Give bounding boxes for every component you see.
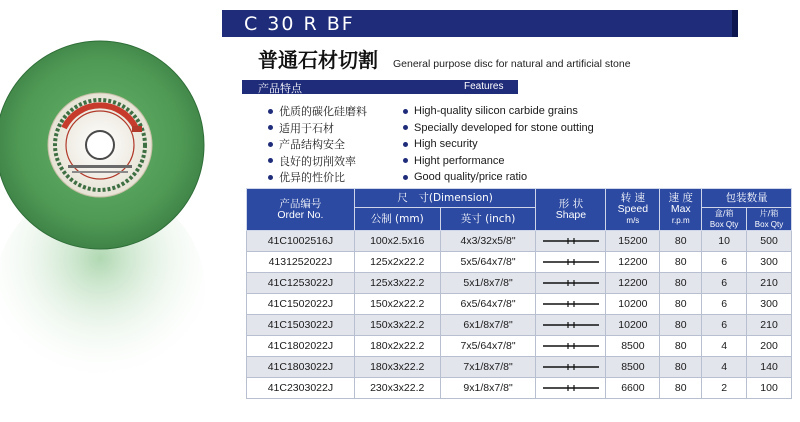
header-speed-unit: m/s <box>626 216 640 225</box>
bullet-icon <box>268 109 273 114</box>
feature-item <box>268 120 367 137</box>
feature-zh: 优质的碳化硅磨料 <box>279 105 367 119</box>
cell-shape <box>536 378 606 399</box>
table-row <box>247 252 792 273</box>
disc-profile-icon <box>541 383 601 393</box>
cell-order: 41C1253022J <box>247 273 355 294</box>
product-name-zh: 普通石材切割 <box>258 48 378 72</box>
disc-profile-icon <box>541 341 601 351</box>
header-inch-label: 英寸 (inch) <box>460 212 516 225</box>
feature-item <box>403 153 594 170</box>
bullet-icon <box>403 175 408 180</box>
title-bar <box>222 10 738 37</box>
disc-profile-icon <box>541 320 601 330</box>
cell-metric: 150x3x22.2 <box>354 315 440 336</box>
feature-item <box>403 103 594 120</box>
cell-metric: 150x2x22.2 <box>354 294 440 315</box>
header-order-en: Order No. <box>277 208 324 221</box>
cell-box: 6 <box>702 273 747 294</box>
table-row <box>247 357 792 378</box>
cell-inch: 6x1/8x7/8" <box>440 315 536 336</box>
cell-metric: 100x2.5x16 <box>354 231 440 252</box>
bullet-icon <box>268 142 273 147</box>
header-shape-zh: 形 状 <box>558 197 584 210</box>
header-pieces-en: Box Qty <box>754 220 784 229</box>
cell-inch: 9x1/8x7/8" <box>440 378 536 399</box>
feature-item <box>268 169 367 186</box>
cell-order: 41C1502022J <box>247 294 355 315</box>
spec-table <box>246 188 792 399</box>
cell-box: 2 <box>702 378 747 399</box>
cell-metric: 230x3x22.2 <box>354 378 440 399</box>
disc-product-image <box>0 0 220 417</box>
bullet-icon <box>268 125 273 130</box>
header-speed <box>606 189 660 231</box>
table-row <box>247 336 792 357</box>
cell-shape <box>536 315 606 336</box>
product-code-title: C 30 R BF <box>244 13 355 35</box>
cell-pieces: 210 <box>747 273 792 294</box>
cell-box: 4 <box>702 357 747 378</box>
cell-inch: 7x5/64x7/8" <box>440 336 536 357</box>
header-shape-en: Shape <box>555 208 587 221</box>
cell-pieces: 140 <box>747 357 792 378</box>
feature-item <box>403 169 594 186</box>
cell-inch: 7x1/8x7/8" <box>440 357 536 378</box>
table-row <box>247 273 792 294</box>
cell-speed: 8500 <box>606 336 660 357</box>
feature-en: Hight performance <box>414 154 505 167</box>
cell-speed: 8500 <box>606 357 660 378</box>
disc-profile-icon <box>541 278 601 288</box>
cell-order: 41C2303022J <box>247 378 355 399</box>
header-dimension-label: 尺 寸(Dimension) <box>397 191 493 204</box>
cell-speed: 15200 <box>606 231 660 252</box>
cell-inch: 4x3/32x5/8" <box>440 231 536 252</box>
feature-item <box>268 103 367 120</box>
cell-max: 80 <box>660 273 702 294</box>
cell-box: 4 <box>702 336 747 357</box>
cell-order: 4131252022J <box>247 252 355 273</box>
cell-shape <box>536 273 606 294</box>
disc-profile-icon <box>541 299 601 309</box>
cell-max: 80 <box>660 378 702 399</box>
features-list-zh <box>268 103 367 186</box>
features-list-en <box>403 103 594 186</box>
header-metric <box>354 208 440 231</box>
cell-shape <box>536 252 606 273</box>
cell-order: 41C1002516J <box>247 231 355 252</box>
header-pack <box>702 189 792 208</box>
cell-shape <box>536 294 606 315</box>
feature-zh: 优异的性价比 <box>279 171 345 185</box>
feature-en: High-quality silicon carbide grains <box>414 105 578 118</box>
table-row <box>247 231 792 252</box>
header-maxrpm <box>660 189 702 231</box>
cell-order: 41C1802022J <box>247 336 355 357</box>
header-speed-en: Speed <box>617 203 649 215</box>
cell-speed: 10200 <box>606 294 660 315</box>
feature-en: High security <box>414 138 478 151</box>
feature-zh: 良好的切削效率 <box>279 154 356 168</box>
cell-pieces: 200 <box>747 336 792 357</box>
table-row <box>247 378 792 399</box>
cell-speed: 10200 <box>606 315 660 336</box>
cell-metric: 125x3x22.2 <box>354 273 440 294</box>
header-pieces-zh: 片/箱 <box>759 209 779 218</box>
header-box-en: Box Qty <box>709 220 739 229</box>
features-label-zh: 产品特点 <box>258 82 302 95</box>
header-shape <box>536 189 606 231</box>
cell-max: 80 <box>660 357 702 378</box>
feature-en: Specially developed for stone outting <box>414 121 594 134</box>
cell-metric: 180x3x22.2 <box>354 357 440 378</box>
bullet-icon <box>268 158 273 163</box>
feature-item <box>403 120 594 137</box>
bullet-icon <box>403 125 408 130</box>
features-bar <box>242 80 518 94</box>
cell-inch: 5x1/8x7/8" <box>440 273 536 294</box>
product-name-en: General purpose disc for natural and artificial stone <box>393 58 631 70</box>
table-row <box>247 315 792 336</box>
header-pack-zh: 包装数量 <box>725 191 768 204</box>
header-dimension <box>354 189 536 208</box>
cell-metric: 125x2x22.2 <box>354 252 440 273</box>
cell-shape <box>536 336 606 357</box>
header-metric-label: 公制 (mm) <box>370 212 424 225</box>
table-row <box>247 294 792 315</box>
spec-table-body <box>247 231 792 399</box>
cell-order: 41C1503022J <box>247 315 355 336</box>
header-order <box>247 189 355 231</box>
bullet-icon <box>403 158 408 163</box>
cell-pieces: 300 <box>747 294 792 315</box>
cell-inch: 6x5/64x7/8" <box>440 294 536 315</box>
cell-inch: 5x5/64x7/8" <box>440 252 536 273</box>
cell-speed: 12200 <box>606 273 660 294</box>
bullet-icon <box>403 142 408 147</box>
disc-profile-icon <box>541 257 601 267</box>
header-maxrpm-zh: 速 度 <box>668 192 693 204</box>
header-inch <box>440 208 536 231</box>
cell-pieces: 300 <box>747 252 792 273</box>
cell-shape <box>536 231 606 252</box>
cell-box: 6 <box>702 252 747 273</box>
features-label-en: Features <box>464 81 504 92</box>
title-bar-edge <box>732 10 738 37</box>
header-box <box>702 208 747 231</box>
cell-max: 80 <box>660 336 702 357</box>
header-maxrpm-en: Max <box>670 203 691 215</box>
cell-metric: 180x2x22.2 <box>354 336 440 357</box>
cell-max: 80 <box>660 252 702 273</box>
cell-box: 6 <box>702 294 747 315</box>
feature-item <box>268 153 367 170</box>
cell-max: 80 <box>660 315 702 336</box>
cell-box: 10 <box>702 231 747 252</box>
disc-profile-icon <box>541 236 601 246</box>
header-order-zh: 产品编号 <box>279 197 322 210</box>
feature-item <box>403 136 594 153</box>
disc-profile-icon <box>541 362 601 372</box>
cell-box: 6 <box>702 315 747 336</box>
cell-pieces: 500 <box>747 231 792 252</box>
cell-max: 80 <box>660 231 702 252</box>
cell-speed: 12200 <box>606 252 660 273</box>
feature-en: Good quality/price ratio <box>414 171 528 184</box>
header-pieces <box>747 208 792 231</box>
feature-zh: 产品结构安全 <box>279 138 345 152</box>
bullet-icon <box>268 175 273 180</box>
feature-item <box>268 136 367 153</box>
cell-shape <box>536 357 606 378</box>
cutting-disc-icon <box>0 0 220 417</box>
cell-pieces: 210 <box>747 315 792 336</box>
bullet-icon <box>403 109 408 114</box>
cell-speed: 6600 <box>606 378 660 399</box>
cell-pieces: 100 <box>747 378 792 399</box>
header-maxrpm-unit: r.p.m <box>671 216 690 225</box>
feature-zh: 适用于石材 <box>279 121 334 135</box>
cell-max: 80 <box>660 294 702 315</box>
header-box-zh: 盒/箱 <box>714 209 734 218</box>
cell-order: 41C1803022J <box>247 357 355 378</box>
header-speed-zh: 转 速 <box>620 192 646 204</box>
